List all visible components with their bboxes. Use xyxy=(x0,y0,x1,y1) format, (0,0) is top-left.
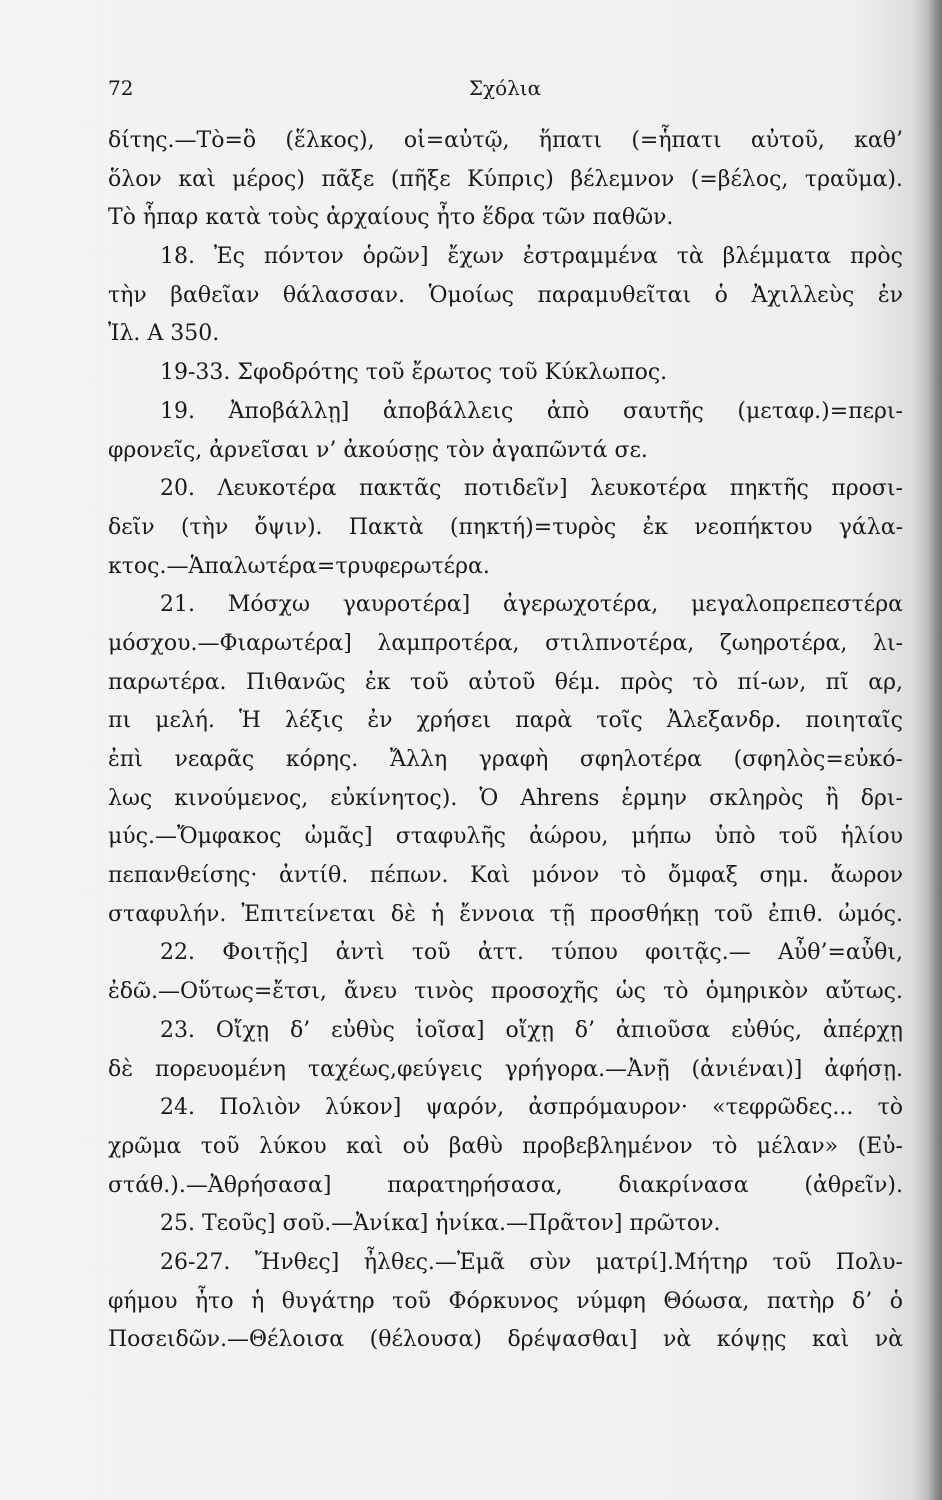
text-line: 19. Ἀποβάλλῃ] ἀποβάλλεις ἀπὸ σαυτῆς (μεταφ.)=περι- xyxy=(160,398,903,424)
text-line: 26-27. Ἤνθες] ἦλθες.—Ἐμᾶ σὺν ματρί].Μήτηρ τοῦ Πολυ- xyxy=(160,1249,903,1275)
text-line: 23. Οἴχῃ δ’ εὐθὺς ἰοῖσα] οἴχῃ δ’ ἀπιοῦσα εὐθύς, ἀπέρχῃ xyxy=(160,1017,903,1043)
text-line: φήμου ἦτο ἡ θυγάτηρ τοῦ Φόρκυνος νύμφη Θόωσα, πατὴρ δ’ ὁ xyxy=(108,1288,903,1314)
commentary-text xyxy=(108,122,903,1360)
text-line: Ἰλ. Α 350. xyxy=(108,321,220,347)
text-line: Ποσειδῶν.—Θέλοισα (θέλουσα) δρέψασθαι] νὰ κόψῃς καὶ νὰ xyxy=(108,1327,903,1353)
text-line: παρωτέρα. Πιθανῶς ἐκ τοῦ αὐτοῦ θέμ. πρὸς τὸ πί-ων, πῖ αρ, xyxy=(108,669,903,695)
text-line: 18. Ἐς πόντον ὁρῶν] ἔχων ἐστραμμένα τὰ βλέμματα πρὸς xyxy=(160,244,903,270)
text-line: τὴν βαθεῖαν θάλασσαν. Ὁμοίως παραμυθεῖται ὁ Ἀχιλλεὺς ἐν xyxy=(108,282,903,308)
text-line: κτος.—Ἁπαλωτέρα=τρυφερωτέρα. xyxy=(108,553,490,579)
text-line: 24. Πολιὸν λύκον] ψαρόν, ἀσπρόμαυρον· «τεφρῶδες... τὸ xyxy=(160,1095,903,1121)
text-line: δεῖν (τὴν ὄψιν). Πακτὰ (πηκτή)=τυρὸς ἐκ νεοπήκτου γάλα- xyxy=(108,514,903,540)
text-line: στάθ.).—Ἀθρήσασα] παρατηρήσασα, διακρίνασα (ἀθρεῖν). xyxy=(108,1172,903,1198)
page-header xyxy=(108,76,902,106)
text-line: ὅλον καὶ μέρος) πᾶξε (πῆξε Κύπρις) βέλεμνον (=βέλος, τραῦμα). xyxy=(108,166,903,192)
text-line: σταφυλήν. Ἐπιτείνεται δὲ ἡ ἔννοια τῇ προσθήκῃ τοῦ ἐπιθ. ὠμός. xyxy=(108,901,903,927)
running-title: Σχόλια xyxy=(468,76,542,100)
text-line: χρῶμα τοῦ λύκου καὶ οὐ βαθὺ προβεβλημένον τὸ μέλαν» (Εὐ- xyxy=(108,1133,903,1159)
text-line: 20. Λευκοτέρα πακτᾶς ποτιδεῖν] λευκοτέρα πηκτῆς προσι- xyxy=(160,476,903,502)
text-line: ἐπὶ νεαρᾶς κόρης. Ἄλλη γραφὴ σφηλοτέρα (σφηλὸς=εὐκό- xyxy=(108,747,903,772)
text-line: μύς.—Ὄμφακος ὠμᾶς] σταφυλῆς ἀώρου, μήπω ὑπὸ τοῦ ἡλίου xyxy=(108,824,903,850)
text-line: λως κινούμενος, εὐκίνητος). Ὁ Ahrens ἑρμην σκληρὸς ἢ δρι- xyxy=(108,785,903,811)
page-number: 72 xyxy=(108,76,134,100)
text-line: πεπανθείσης· ἀντίθ. πέπων. Καὶ μόνον τὸ ὄμφαξ σημ. ἄωρον xyxy=(108,863,903,889)
page-edge-shadow xyxy=(928,0,942,1500)
text-line: 21. Μόσχω γαυροτέρα] ἀγερωχοτέρα, μεγαλοπρεπεστέρα xyxy=(160,592,903,618)
text-line: 25. Τεοῦς] σοῦ.—Ἀνίκα] ἡνίκα.—Πρᾶτον] πρῶτον. xyxy=(160,1211,721,1237)
text-line: μόσχου.—Φιαρωτέρα] λαμπροτέρα, στιλπνοτέρα, ζωηροτέρα, λι- xyxy=(108,630,903,656)
text-line: φρονεῖς, ἀρνεῖσαι ν’ ἀκούσῃς τὸν ἀγαπῶντά σε. xyxy=(108,437,648,463)
text-line: δὲ πορευομένη ταχέως,φεύγεις γρήγορα.—Ἀνῇ (ἀνιέναι)] ἀφήσῃ. xyxy=(108,1056,903,1082)
text-line: πι μελή. Ἡ λέξις ἐν χρήσει παρὰ τοῖς Ἀλεξανδρ. ποιηταῖς xyxy=(108,708,903,734)
text-line: ἐδῶ.—Οὕτως=ἔτσι, ἄνευ τινὸς προσοχῆς ὡς τὸ ὁμηρικὸν αὔτως. xyxy=(108,979,903,1005)
text-line: Τὸ ἧπαρ κατὰ τοὺς ἀρχαίους ἦτο ἕδρα τῶν παθῶν. xyxy=(108,205,674,231)
text-line: 22. Φοιτῇς] ἀντὶ τοῦ ἀττ. τύπου φοιτᾷς.— Αὖθ’=αὖθι, xyxy=(160,940,903,966)
text-line: δίτης.—Τὸ=ὃ (ἕλκος), οἱ=αὐτῷ, ἥπατι (=ἧπατι αὐτοῦ, καθ’ xyxy=(108,128,903,153)
text-line: 19-33. Σφοδρότης τοῦ ἔρωτος τοῦ Κύκλωπος. xyxy=(160,360,668,386)
